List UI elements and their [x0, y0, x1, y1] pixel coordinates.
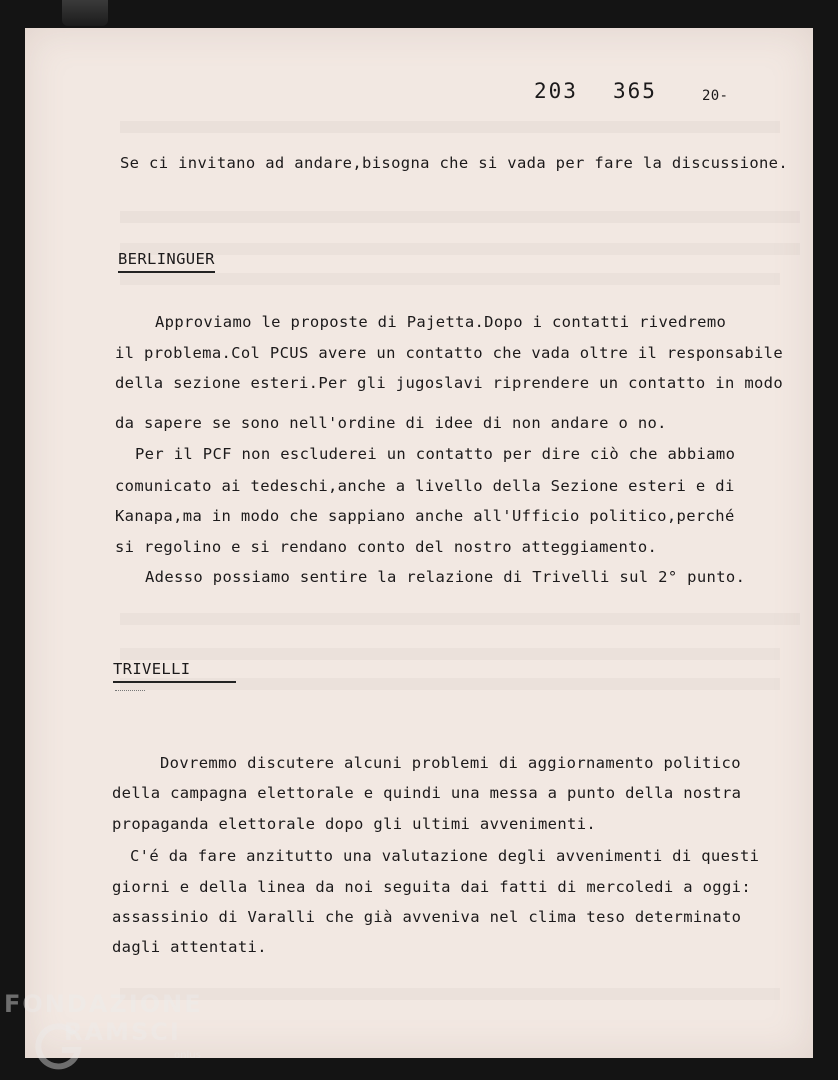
text-line: assassinio di Varalli che già avveniva nel clima teso determinato	[112, 908, 742, 926]
text-line: si regolino e si rendano conto del nostro atteggiamento.	[115, 538, 658, 556]
speaker-heading-trivelli: TRIVELLI	[113, 660, 236, 683]
bleed-through	[120, 243, 800, 267]
text-line: Kanapa,ma in modo che sappiano anche all'Ufficio politico,perché	[115, 507, 735, 525]
document-number-a: 203	[534, 79, 578, 103]
document-number-b: 365	[613, 79, 657, 103]
bleed-through	[120, 273, 780, 297]
bleed-through	[120, 211, 800, 235]
page-number: 20-	[702, 88, 729, 104]
text-line: comunicato ai tedeschi,anche a livello della Sezione esteri e di	[115, 477, 735, 495]
text-line: giorni e della linea da noi seguita dai fatti di mercoledi a oggi:	[112, 878, 751, 896]
watermark-line-1: FONDAZIONE	[4, 990, 203, 1018]
text-line: della sezione esteri.Per gli jugoslavi riprendere un contatto in modo	[115, 374, 784, 392]
text-line: della campagna elettorale e quindi una messa a punto della nostra	[112, 784, 742, 802]
text-line: Dovremmo discutere alcuni problemi di aggiornamento politico	[160, 754, 741, 772]
watermark-line-2: RAMSCI	[64, 1018, 181, 1046]
watermark-onlus: onlus	[174, 1050, 201, 1061]
pen-mark	[115, 684, 145, 691]
text-line: C'é da fare anzitutto una valutazione degli avvenimenti di questi	[130, 847, 760, 865]
text-line: da sapere se sono nell'ordine di idee di non andare o no.	[115, 414, 667, 432]
speaker-heading-berlinguer: BERLINGUER	[118, 250, 215, 273]
bleed-through	[120, 121, 780, 145]
text-line: Adesso possiamo sentire la relazione di Trivelli sul 2° punto.	[145, 568, 746, 586]
text-line: Approviamo le proposte di Pajetta.Dopo i contatti rivedremo	[155, 313, 727, 331]
text-line: dagli attentati.	[112, 938, 267, 956]
typewritten-page	[25, 28, 813, 1058]
binder-clip	[62, 0, 108, 26]
text-line: il problema.Col PCUS avere un contatto che vada oltre il responsabile	[115, 344, 784, 362]
bleed-through	[120, 613, 800, 637]
text-line: propaganda elettorale dopo gli ultimi avvenimenti.	[112, 815, 597, 833]
text-line: Se ci invitano ad andare,bisogna che si vada per fare la discussione.	[120, 154, 789, 172]
bleed-through	[120, 988, 780, 1012]
text-line: Per il PCF non escluderei un contatto per dire ciò che abbiamo	[135, 445, 736, 463]
fondazione-gramsci-watermark	[4, 990, 214, 1075]
